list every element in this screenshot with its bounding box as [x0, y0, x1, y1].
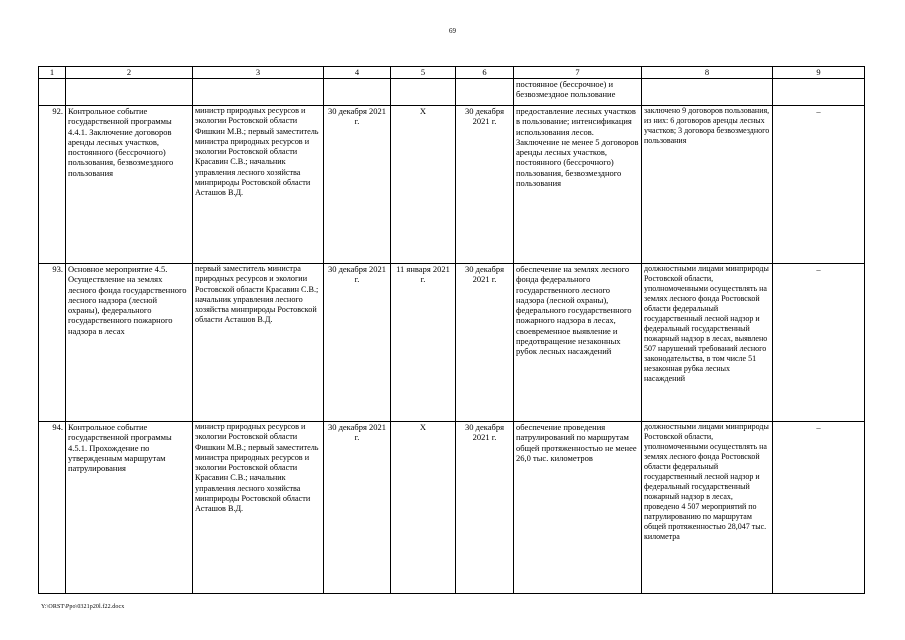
planned-result: обеспечение проведения патрулирований по маршрутам общей протяженностью не менее 26,0 тыс. километров [514, 422, 642, 594]
note: – [773, 264, 865, 422]
actual-result: должностными лицами минприроды Ростовской области, уполномоченными осуществлять на землях лесного фонда Ростовской области федеральный государственный лесной надзор и федеральный государственный пожарный надзор в лесах, проведено 4 507 мероприятий по патрулированию по маршрутам общей протяженностью 28,047 тыс. километра [642, 422, 773, 594]
plan-date: 30 декабря 2021 г. [324, 422, 391, 594]
row-number: 94. [39, 422, 66, 594]
continuation-row [39, 79, 865, 106]
actual-result: должностными лицами минприроды Ростовской области, уполномоченными осуществлять на землях лесного фонда Ростовской области федеральный государственный лесной надзор и федеральный государственный пожарный надзор в лесах, выявлено 507 нарушений требований лесного законодательства, в том числе 51 незаконная рубка лесных насаждений [642, 264, 773, 422]
column-header: 7 [514, 67, 642, 79]
planned-result: предоставление лесных участков в пользование; интенсификация использования лесов. Заключение не менее 5 договоров аренды лесных участков, постоянного (бессрочного) пользования, безвозмездного пользования [514, 106, 642, 264]
column-header: 6 [456, 67, 514, 79]
column-number-row [39, 67, 865, 79]
table-row [39, 106, 865, 264]
actual-start-date: Х [391, 422, 456, 594]
column-header: 9 [773, 67, 865, 79]
column-header: 5 [391, 67, 456, 79]
actual-result: заключено 9 договоров пользования, из них: 6 договоров аренды лесных участков; 3 договора безвозмездного пользования [642, 106, 773, 264]
column-header: 3 [193, 67, 324, 79]
column-header: 2 [66, 67, 193, 79]
plan-date: 30 декабря 2021 г. [324, 106, 391, 264]
table-cell [324, 79, 391, 106]
plan-date: 30 декабря 2021 г. [324, 264, 391, 422]
column-header: 1 [39, 67, 66, 79]
table-cell [193, 79, 324, 106]
event-name: Основное мероприятие 4.5. Осуществление на землях лесного фонда государственного лесного надзора (лесной охраны), федерального государственного пожарного надзора в лесах [66, 264, 193, 422]
actual-start-date: Х [391, 106, 456, 264]
table-cell [391, 79, 456, 106]
responsible-executor: первый заместитель министра природных ресурсов и экологии Ростовской области Красавин С.В.; начальник управления лесного хозяйства минприроды Ростовской области Асташов В.Д. [193, 264, 324, 422]
actual-end-date: 30 декабря 2021 г. [456, 106, 514, 264]
actual-end-date: 30 декабря 2021 г. [456, 422, 514, 594]
table-row [39, 422, 865, 594]
table-cell [642, 79, 773, 106]
footer-file-path: Y:\ORST\Ppo\0321p20l.f22.docx [41, 604, 125, 610]
event-name: Контрольное событие государственной программы 4.4.1. Заключение договоров аренды лесных участков, постоянного (бессрочного) пользования, безвозмездного пользования [66, 106, 193, 264]
table-cell [39, 79, 66, 106]
note: – [773, 106, 865, 264]
table-cell [66, 79, 193, 106]
row-number: 93. [39, 264, 66, 422]
table-row [39, 264, 865, 422]
actual-end-date: 30 декабря 2021 г. [456, 264, 514, 422]
column-header: 8 [642, 67, 773, 79]
responsible-executor: министр природных ресурсов и экологии Ростовской области Фишкин М.В.; первый заместитель министра природных ресурсов и экологии Ростовской области Красавин С.В.; начальник управления лесного хозяйства минприроды Ростовской области Асташов В.Д. [193, 106, 324, 264]
report-table [38, 66, 865, 594]
row-number: 92. [39, 106, 66, 264]
actual-start-date: 11 января 2021 г. [391, 264, 456, 422]
planned-result: обеспечение на землях лесного фонда федерального государственного лесного надзора (лесной охраны), федерального государственного пожарного надзора в лесах, своевременное выявление и предотвращение незаконных рубок лесных насаждений [514, 264, 642, 422]
table-cell [773, 79, 865, 106]
page-number: 69 [449, 27, 456, 35]
column-header: 4 [324, 67, 391, 79]
table-cell [456, 79, 514, 106]
continued-result-cell: постоянное (бессрочное) и безвозмездное пользование [514, 79, 642, 106]
responsible-executor: министр природных ресурсов и экологии Ростовской области Фишкин М.В.; первый заместитель министра природных ресурсов и экологии Ростовской области Красавин С.В.; начальник управления лесного хозяйства минприроды Ростовской области Асташов В.Д. [193, 422, 324, 594]
note: – [773, 422, 865, 594]
event-name: Контрольное событие государственной программы 4.5.1. Прохождение по утвержденным маршрутам патрулирования [66, 422, 193, 594]
